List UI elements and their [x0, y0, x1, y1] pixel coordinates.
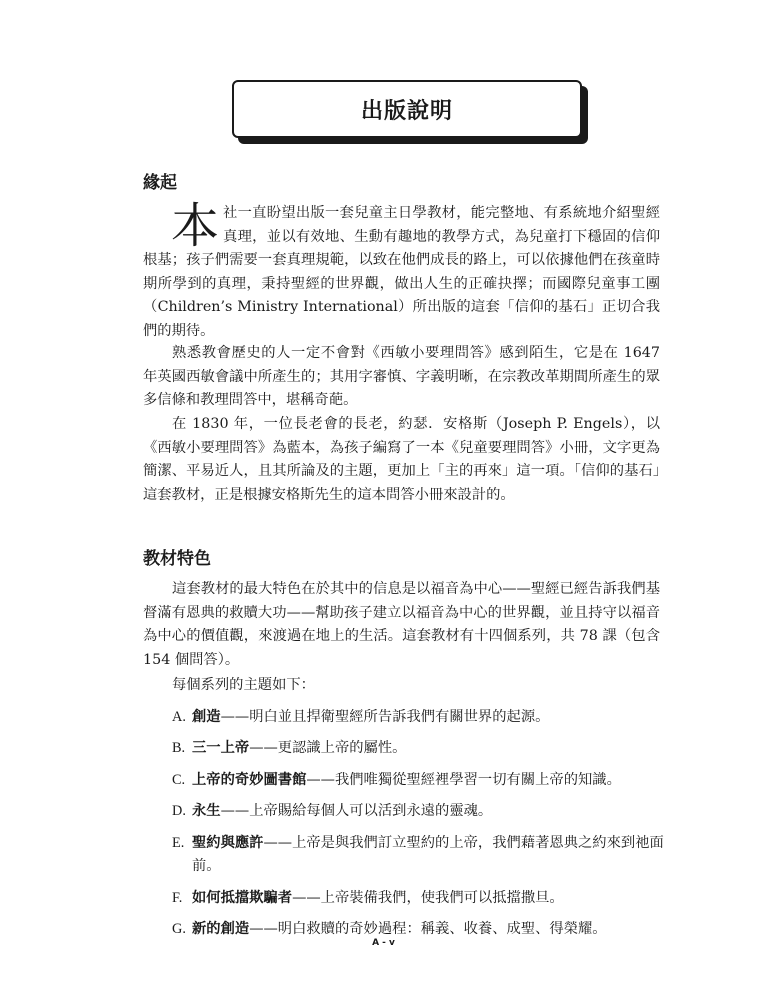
paragraph-origin-3: 在 1830 年，一位長老會的長老，約瑟．安格斯（Joseph P. Engels），以《西敏小要理問答》為藍本，為孩子編寫了一本《兒童要理問答》小冊，文字更為簡潔、平易近人，且其所論及的主題，更加上「主的再來」這一項。「信仰的基石」這套教材，正是根據安格斯先生的這本問答小冊來設計的。: [143, 416, 660, 503]
paragraph-features-1: 這套教材的最大特色在於其中的信息是以福音為中心——聖經已經告訴我們基督滿有恩典的救贖大功——幫助孩子建立以福音為中心的世界觀，並且持守以福音為中心的價值觀，來渡過在地上的生活。這套教材有十四個系列，共 78 課（包含 154 個問答）。: [143, 581, 660, 668]
paragraph-text: 社一直盼望出版一套兒童主日學教材，能完整地、有系統地介紹聖經真理，並以有效地、生動有趣地的教學方式，為兒童打下穩固的信仰根基；孩子們需要一套真理規範，以致在他們成長的路上，可以依據他們在孩童時期所學到的真理，秉持聖經的世界觀，做出人生的正確抉擇；而國際兒童事工團（Children’s Ministry International）所出版的這套「信仰的基石」正切合我們的期待。: [143, 205, 660, 339]
list-item-letter: A.: [172, 708, 186, 725]
list-item-title: 上帝的奇妙圖書館: [192, 771, 307, 788]
dropcap: 本: [171, 198, 220, 254]
list-item-title: 三一上帝: [192, 740, 250, 756]
list-item: [172, 769, 664, 793]
page-title-frame: [232, 80, 582, 138]
paragraph-origin-2: 熟悉教會歷史的人一定不會對《西敏小要理問答》感到陌生，它是在 1647 年英國西敏會議中所產生的；其用字審慎、字義明晰，在宗教改革期間所產生的眾多信條和教理問答中，堪稱奇葩。: [143, 345, 660, 408]
list-item: [172, 832, 664, 879]
list-item-desc: ——更認識上帝的屬性。: [249, 740, 407, 756]
series-list: [172, 674, 664, 942]
list-item-title: 永生: [192, 803, 221, 819]
section-heading-origin: 緣起: [143, 173, 177, 193]
list-item-title: 新的創造: [192, 921, 250, 937]
list-item: [172, 706, 664, 730]
page-number: A - v: [372, 938, 395, 948]
list-item-letter: E.: [172, 834, 185, 851]
list-item-title: 如何抵擋欺騙者: [192, 889, 293, 906]
list-item: [172, 887, 664, 911]
list-item: [172, 737, 664, 761]
list-item: [172, 800, 664, 824]
list-item-desc: ——明白並且捍衛聖經所告訴我們有關世界的起源。: [220, 708, 550, 725]
list-item-desc: ——上帝是與我們訂立聖約的上帝，我們藉著恩典之約來到祂面前。: [192, 834, 664, 874]
list-item-letter: D.: [172, 803, 186, 819]
list-item-letter: G.: [172, 921, 186, 937]
list-item-title: 聖約與應許: [192, 834, 264, 851]
list-item-desc: ——上帝賜給每個人可以活到永遠的靈魂。: [220, 803, 493, 819]
list-item-letter: C.: [172, 771, 186, 788]
list-item-desc: ——我們唯獨從聖經裡學習一切有關上帝的知識。: [306, 771, 621, 788]
list-item-letter: B.: [172, 740, 186, 756]
paragraph-origin-1: [143, 198, 660, 343]
page-title: 出版說明: [232, 80, 582, 138]
list-intro: 每個系列的主題如下：: [172, 677, 315, 693]
section-heading-features: 教材特色: [143, 549, 211, 569]
list-item-desc: ——上帝裝備我們，使我們可以抵擋撒旦。: [292, 889, 564, 906]
list-item-desc: ——明白救贖的奇妙過程：稱義、收養、成聖、得榮耀。: [249, 921, 607, 937]
list-item-letter: F.: [172, 889, 183, 906]
list-item-title: 創造: [192, 708, 221, 725]
